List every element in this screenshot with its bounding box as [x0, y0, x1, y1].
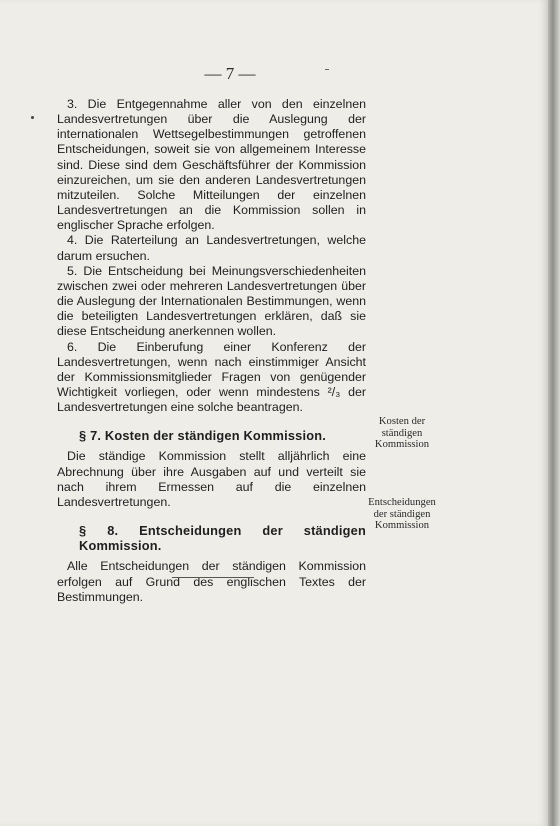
section-7-heading: § 7. Kosten der ständigen Kommission. — [79, 428, 327, 444]
section-7-text: Die ständige Kommission stellt alljährlich eine Abrechnung über ihre Ausgaben auf und verteilt sie nach ihrem Ermessen auf die einzelnen Landesvertretungen. — [57, 449, 366, 509]
paragraph-4: 4. Die Raterteilung an Landesvertretungen, welche darum ersuchen. — [57, 233, 366, 263]
text-column — [57, 97, 366, 605]
section-8-heading: § 8. Entscheidungen der ständigen Kommission. — [79, 523, 366, 554]
section-8-text: Alle Entscheidungen der ständigen Kommission erfolgen auf Grund des englischen Textes der Bestimmungen. — [57, 559, 366, 604]
paragraph-5: 5. Die Entscheidung bei Meinungsverschiedenheiten zwischen zwei oder mehreren Landesvertretungen über die Auslegung der Internationalen Bestimmungen, wenn die beteiligten Landesvertretungen erklären, daß sie diese Entscheidung anerkennen wollen. — [57, 263, 366, 339]
margin-dot — [31, 116, 34, 119]
margin-note-section-7: Kosten der ständigen Kommission — [374, 416, 430, 451]
end-rule — [172, 577, 254, 578]
print-mark — [325, 69, 329, 70]
page-edge — [548, 0, 560, 826]
paragraph-3: 3. Die Entgegennahme aller von den einzelnen Landesvertretungen über die Auslegung der internationalen Wettsegelbestimmungen getroffenen Entscheidungen, soweit sie von allgemeinem Interesse sind. Diese sind dem Geschäftsführer der Kommission einzureichen, um sie den anderen Landesvertretungen mitzuteilen. Solche Mitteilungen der einzelnen Landesvertretungen an die Kommission sollen in englischer Sprache erfolgen. — [57, 97, 366, 233]
margin-note-section-8: Entscheidungen der ständigen Kommission — [368, 497, 436, 532]
paragraph-6: 6. Die Einberufung einer Konferenz der Landesvertretungen, wenn nach einstimmiger Ansicht der Kommissionsmitglieder Fragen von genügender Wichtigkeit vorliegen, oder wenn mindestens ²/₃ der Landesvertretungen eine solche beantragen. — [57, 339, 366, 415]
page-number: — 7 — — [204, 64, 256, 83]
